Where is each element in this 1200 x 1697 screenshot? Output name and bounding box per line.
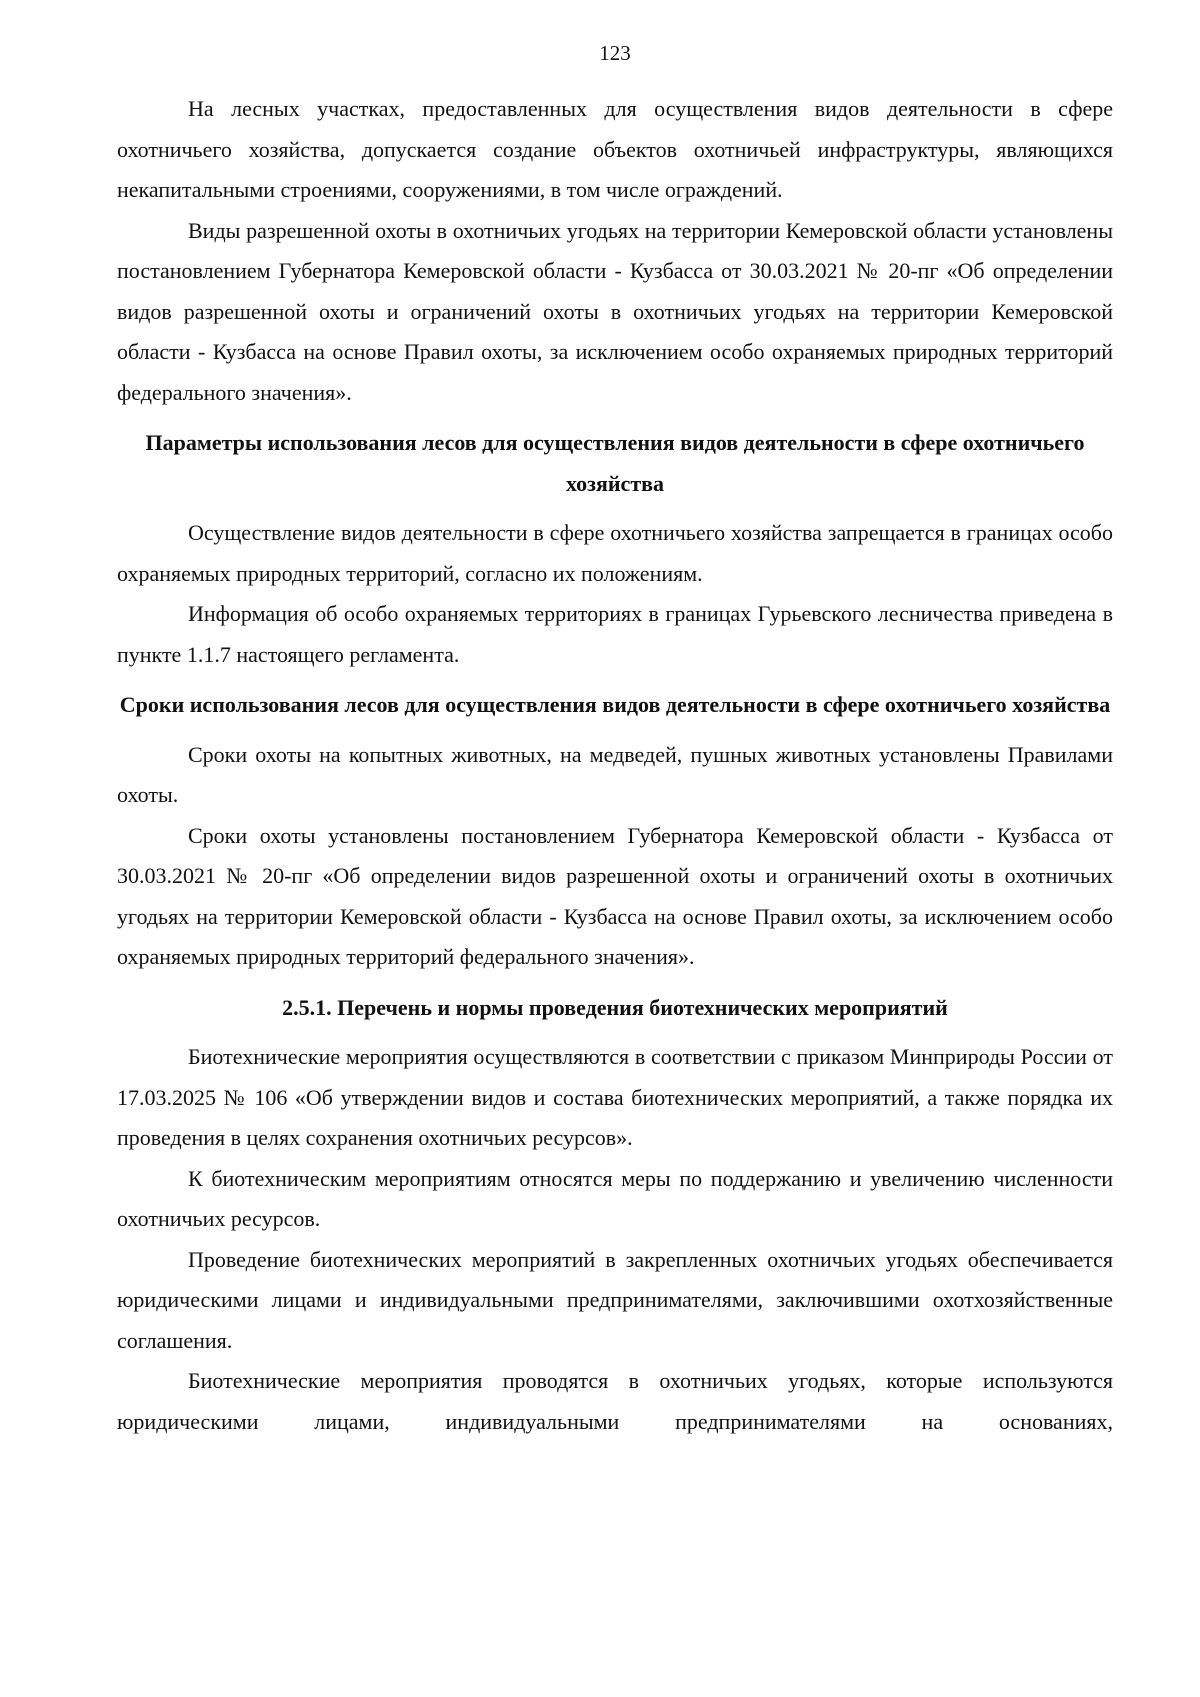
paragraph: Биотехнические мероприятия проводятся в охотничьих угодьях, которые используются юридическими лицами, индивидуальными предпринимателями на основаниях,	[117, 1368, 1113, 1434]
section-heading: Сроки использования лесов для осуществления видов деятельности в сфере охотничьего хозяйства	[119, 692, 1111, 717]
paragraph: Сроки охоты установлены постановлением Губернатора Кемеровской области - Кузбасса от 30.03.2021 № 20-пг «Об определении видов разрешенной охоты и ограничений охоты в охотничьих угодьях на территории Кемеровской области - Кузбасса на основе Правил охоты, за исключением особо охраняемых природных территорий федерального значения».	[117, 822, 1113, 969]
document-page	[117, 38, 1113, 1442]
paragraph: На лесных участках, предоставленных для осуществления видов деятельности в сфере охотничьего хозяйства, допускается создание объектов охотничьей инфраструктуры, являющихся некапитальными строениями, сооружениями, в том числе ограждений.	[117, 96, 1113, 202]
paragraph: К биотехническим мероприятиям относятся меры по поддержанию и увеличению численности охотничьих ресурсов.	[117, 1165, 1113, 1231]
paragraph: Биотехнические мероприятия осуществляются в соответствии с приказом Минприроды России от 17.03.2025 № 106 «Об утверждении видов и состава биотехнических мероприятий, а также порядка их проведения в целях сохранения охотничьих ресурсов».	[117, 1044, 1113, 1150]
paragraph: Информация об особо охраняемых территориях в границах Гурьевского лесничества приведена в пункте 1.1.7 настоящего регламента.	[117, 601, 1113, 667]
subsection-heading: 2.5.1. Перечень и нормы проведения биотехнических мероприятий	[282, 994, 948, 1020]
paragraph: Осуществление видов деятельности в сфере охотничьего хозяйства запрещается в границах особо охраняемых природных территорий, согласно их положениям.	[117, 520, 1113, 586]
paragraph: Сроки охоты на копытных животных, на медведей, пушных животных установлены Правилами охоты.	[117, 741, 1113, 807]
paragraph: Виды разрешенной охоты в охотничьих угодьях на территории Кемеровской области установлены постановлением Губернатора Кемеровской области - Кузбасса от 30.03.2021 № 20-пг «Об определении видов разрешенной охоты и ограничений охоты в охотничьих угодьях на территории Кемеровской области - Кузбасса на основе Правил охоты, за исключением особо охраняемых природных территорий федерального значения».	[117, 217, 1113, 405]
section-heading: Параметры использования лесов для осуществления видов деятельности в сфере охотничьего хозяйства	[145, 430, 1085, 496]
paragraph: Проведение биотехнических мероприятий в закрепленных охотничьих угодьях обеспечивается юридическими лицами и индивидуальными предпринимателями, заключившими охотхозяйственные соглашения.	[117, 1246, 1113, 1353]
page-number: 123	[599, 41, 631, 65]
